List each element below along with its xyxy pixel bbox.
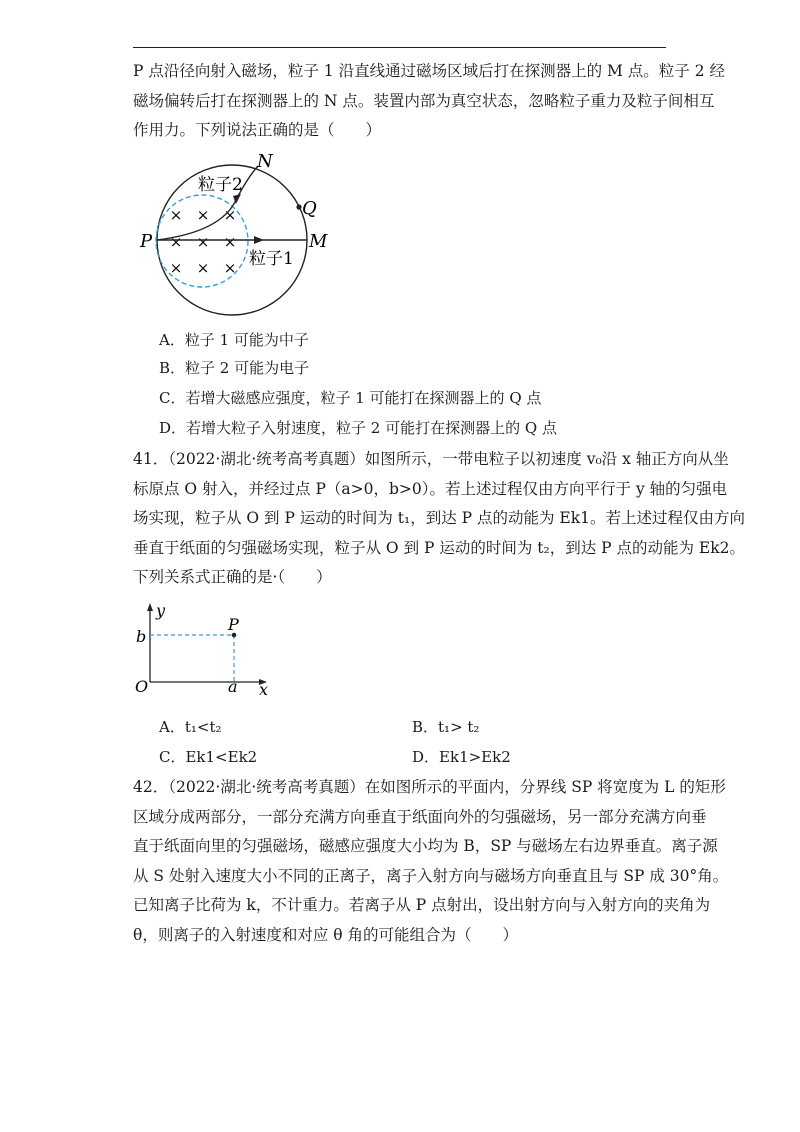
label-particle2: 粒子2 (198, 175, 243, 195)
q41-option-a: A．t₁<t₂ (159, 718, 222, 736)
q41-stem-line: 标原点 O 射入，并经过点 P（a>0，b>0）。若上述过程仅由方向平行于 y 轴的匀强电 (133, 479, 728, 498)
q40-option-b: B．粒子 2 可能为电子 (159, 359, 310, 377)
field-mark: × (223, 206, 237, 224)
point-Q (296, 204, 301, 209)
q42-stem-line: 区域分成两部分，一部分充满方向垂直于纸面向外的匀强磁场，另一部分充满方向垂 (133, 807, 707, 826)
q41-option-d: D．Ek1>Ek2 (412, 748, 511, 766)
q40-stem (133, 57, 726, 146)
label-P: P (228, 615, 239, 634)
q40-option-a: A．粒子 1 可能为中子 (159, 331, 309, 349)
field-mark: × (196, 259, 210, 277)
q41-stem-line: 41．（2022·湖北·统考高考真题）如图所示，一带电粒子以初速度 v₀沿 x 轴正方向从坐 (133, 450, 729, 468)
q40-stem-line: 作用力。下列说法正确的是（ ） (133, 121, 382, 139)
q41-stem (133, 445, 745, 593)
label-O: O (135, 677, 149, 696)
label-y: y (156, 601, 166, 620)
y-axis-arrow (147, 603, 153, 611)
label-N: N (257, 152, 273, 172)
field-mark: × (196, 233, 210, 251)
q42-stem-line: 已知离子比荷为 k，不计重力。若离子从 P 点射出，设出射方向与入射方向的夹角为 (133, 896, 711, 914)
q41-stem-line: 场实现，粒子从 O 到 P 运动的时间为 t₁，到达 P 点的动能为 Ek1。若上述过程仅由方向 (133, 509, 745, 527)
q41-stem-line: 下列关系式正确的是·（ ） (133, 568, 332, 586)
field-mark: × (169, 206, 183, 224)
label-particle1: 粒子1 (249, 249, 294, 269)
q42-stem-line: 42．（2022·湖北·统考高考真题）在如图所示的平面内，分界线 SP 将宽度为 L 的矩形 (133, 778, 726, 796)
field-mark: × (196, 206, 210, 224)
label-P: P (140, 231, 153, 252)
q41-option-b: B．t₁> t₂ (412, 718, 480, 736)
label-M: M (309, 231, 328, 252)
q40-figure (136, 152, 336, 322)
q40-option-c: C．若增大磁感应强度，粒子 1 可能打在探测器上的 Q 点 (159, 389, 542, 407)
label-a: a (228, 677, 238, 696)
q40-stem-line: 磁场偏转后打在探测器上的 N 点。装置内部为真空状态，忽略粒子重力及粒子间相互 (133, 91, 715, 110)
label-b: b (136, 627, 147, 646)
label-x: x (259, 680, 269, 699)
q42-stem-line: θ，则离子的入射速度和对应 θ 角的可能组合为（ ） (133, 925, 519, 944)
particle1-arrowhead (254, 236, 264, 244)
q41-figure (133, 600, 283, 700)
q40-option-d: D．若增大粒子入射速度，粒子 2 可能打在探测器上的 Q 点 (159, 419, 557, 437)
field-mark: × (169, 259, 183, 277)
label-Q: Q (302, 198, 317, 219)
header-rule (133, 47, 666, 48)
q42-stem-line: 从 S 处射入速度大小不同的正离子，离子入射方向与磁场方向垂直且与 SP 成 30°角。 (133, 866, 729, 885)
q41-stem-line: 垂直于纸面的匀强磁场实现，粒子从 O 到 P 运动的时间为 t₂，到达 P 点的动能为 Ek2。 (133, 538, 745, 557)
q42-stem-line: 直于纸面向里的匀强磁场，磁感应强度大小均为 B，SP 与磁场左右边界垂直。离子源 (133, 837, 718, 855)
q42-stem (133, 773, 729, 950)
q41-option-c: C．Ek1<Ek2 (159, 748, 258, 766)
field-mark: × (169, 233, 183, 251)
field-mark: × (223, 259, 237, 277)
field-mark: × (223, 233, 237, 251)
q40-stem-line: P 点沿径向射入磁场，粒子 1 沿直线通过磁场区域后打在探测器上的 M 点。粒子 2 经 (133, 62, 726, 80)
